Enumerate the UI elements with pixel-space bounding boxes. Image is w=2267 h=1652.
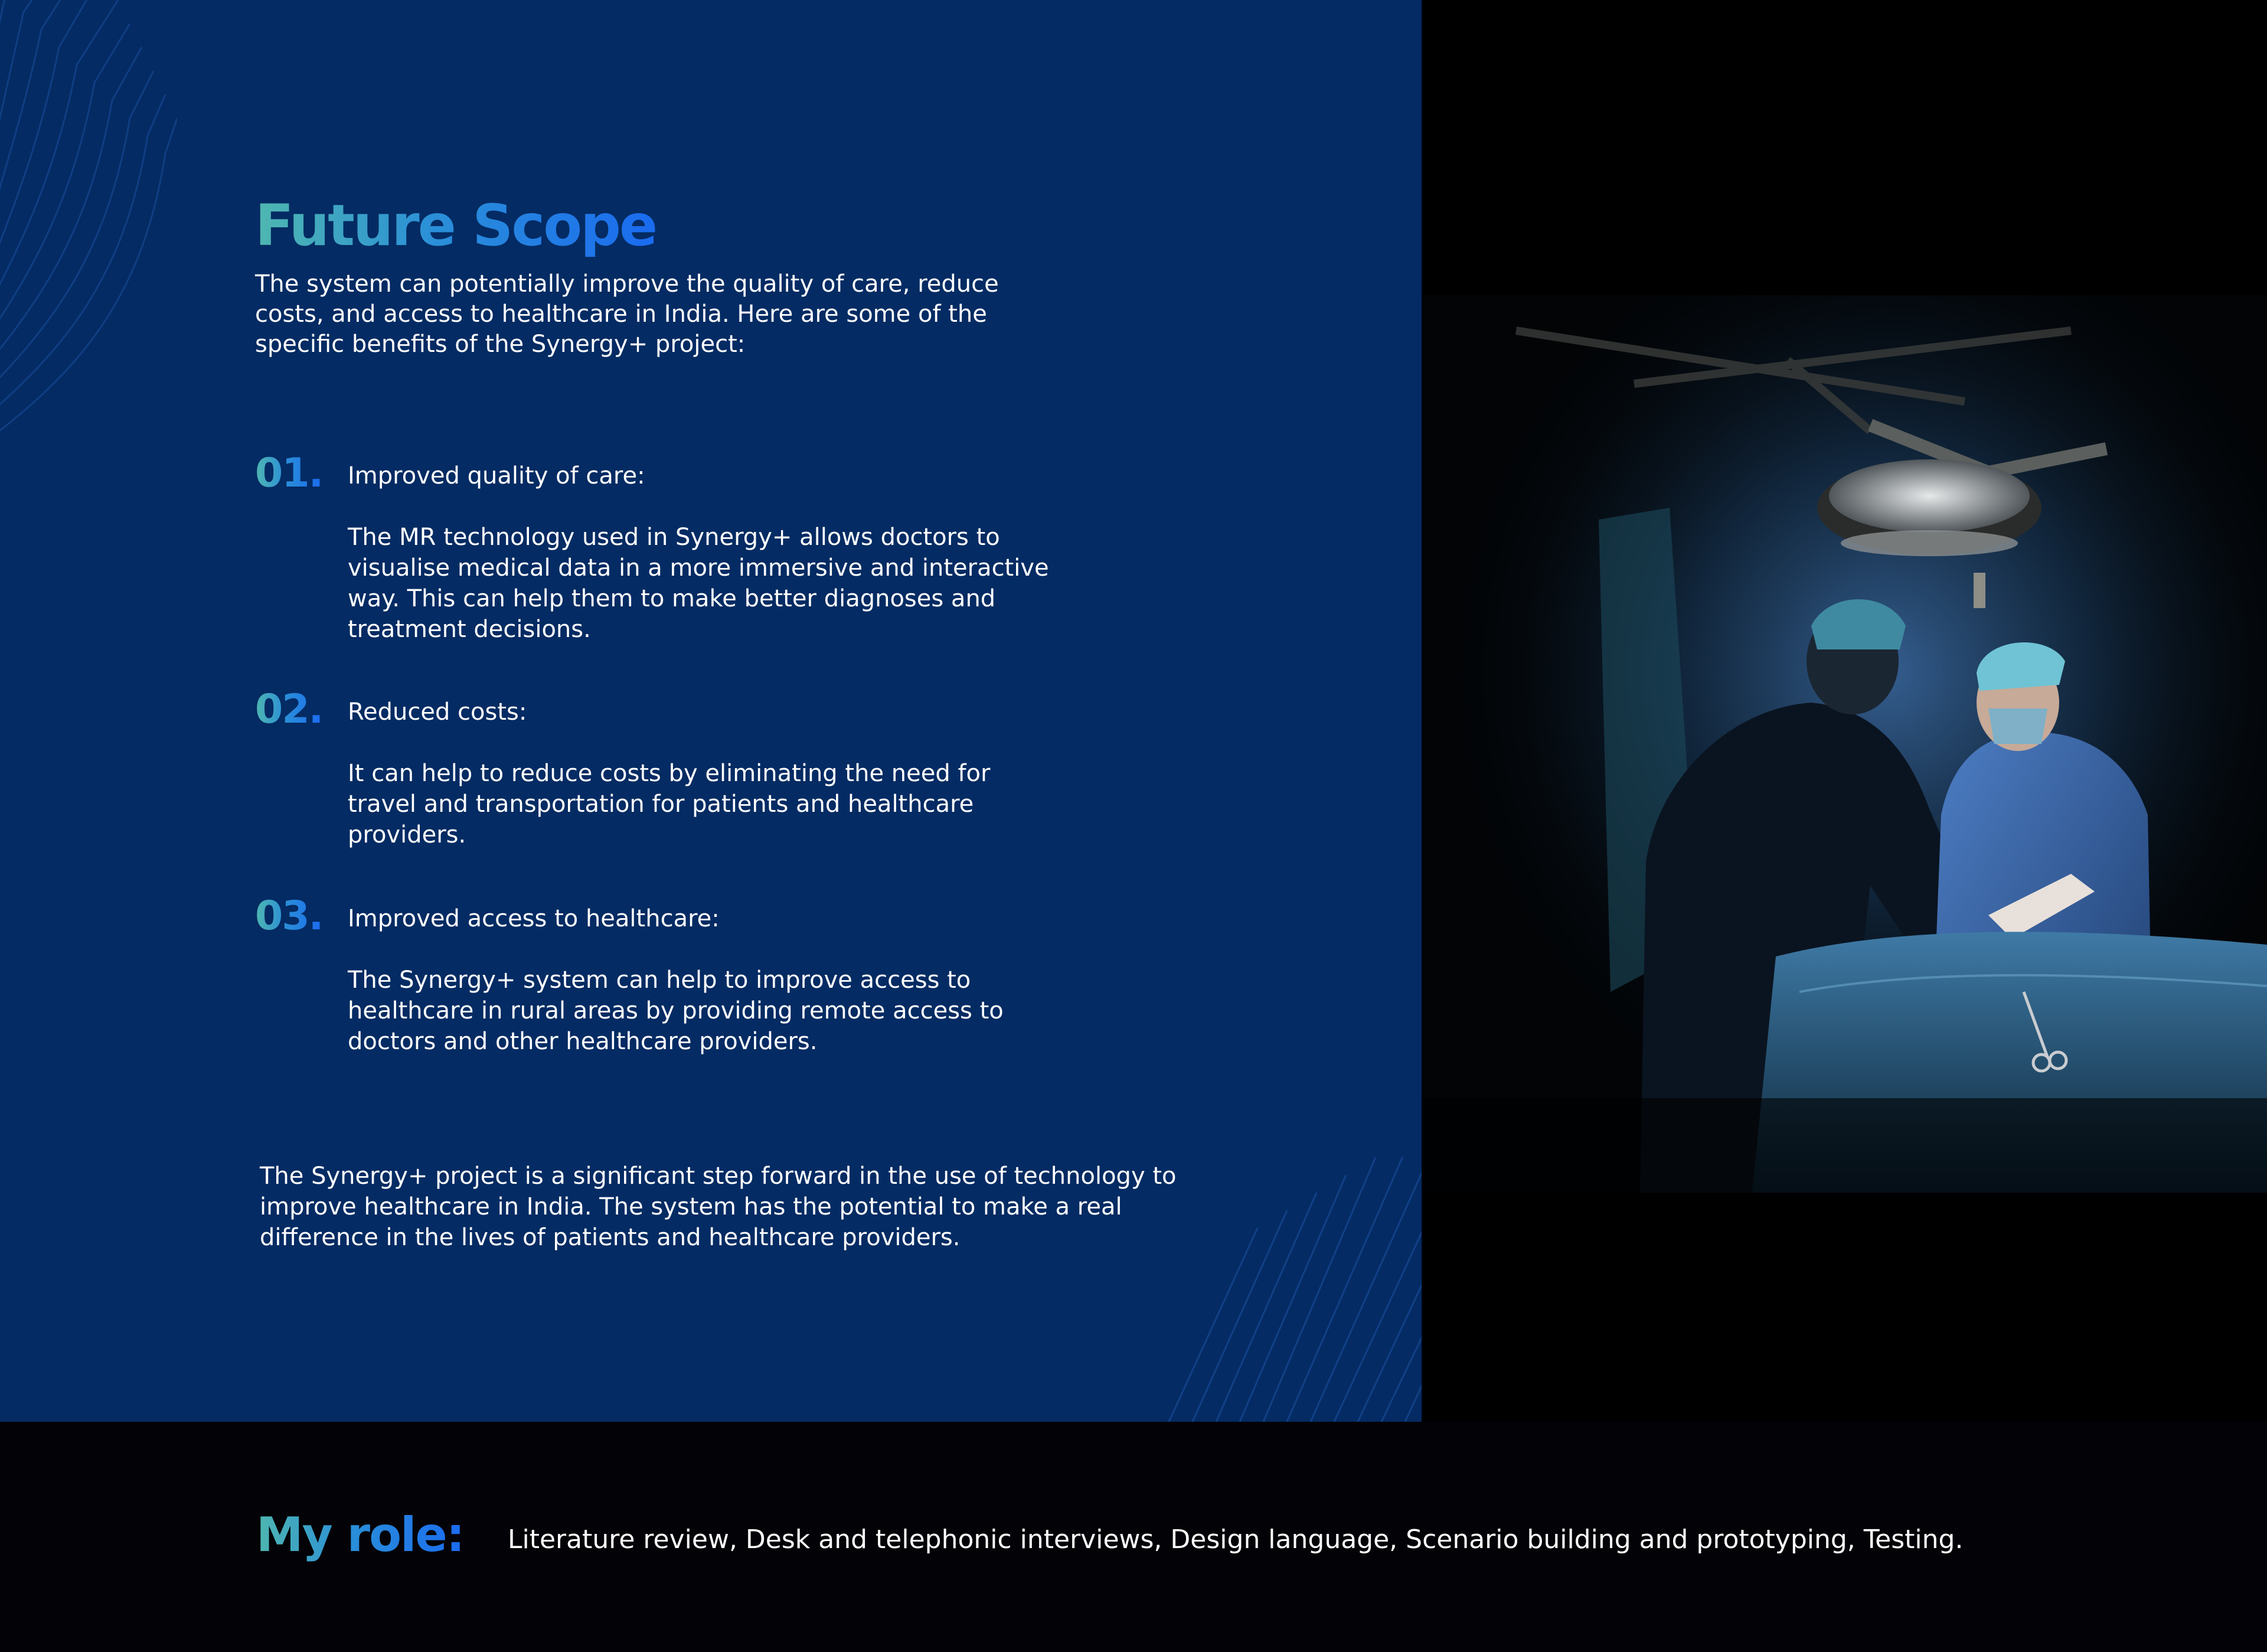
benefit-description: The Synergy+ system can help to improve access to healthcare in rural areas by providing remote access to doctors and other healthcare providers. xyxy=(348,967,1004,1055)
role-section xyxy=(0,1422,2267,1652)
photo-panel xyxy=(1422,0,2267,1422)
benefit-heading: Reduced costs: xyxy=(348,698,527,726)
benefit-description: The MR technology used in Synergy+ allows doctors to visualise medical data in a more immersive and interactive way. This can help them to make better diagnoses and treatment decisions. xyxy=(348,524,1049,643)
benefit-description: It can help to reduce costs by eliminating the need for travel and transportation for patients and healthcare providers. xyxy=(348,760,991,848)
benefit-number: 02. xyxy=(255,686,323,733)
benefit-heading: Improved quality of care: xyxy=(348,462,645,489)
conclusion-paragraph: The Synergy+ project is a significant step forward in the use of technology to improve healthcare in India. The system has the potential to make a real difference in the lives of patients and healthcare providers. xyxy=(260,1163,1177,1251)
surgery-photo xyxy=(1422,295,2267,1193)
intro-paragraph: The system can potentially improve the quality of care, reduce costs, and access to healthcare in India. Here are some of the specific benefits of the Synergy+ project: xyxy=(255,270,999,358)
benefit-number: 01. xyxy=(255,450,323,497)
role-label: My role: xyxy=(256,1506,464,1565)
page-title: Future Scope xyxy=(255,190,656,261)
decorative-lines-top-left xyxy=(0,0,177,472)
benefit-heading: Improved access to healthcare: xyxy=(348,905,720,932)
benefit-number: 03. xyxy=(255,893,323,939)
role-description: Literature review, Desk and telephonic interviews, Design language, Scenario building and prototyping, Testing. xyxy=(508,1524,1964,1555)
